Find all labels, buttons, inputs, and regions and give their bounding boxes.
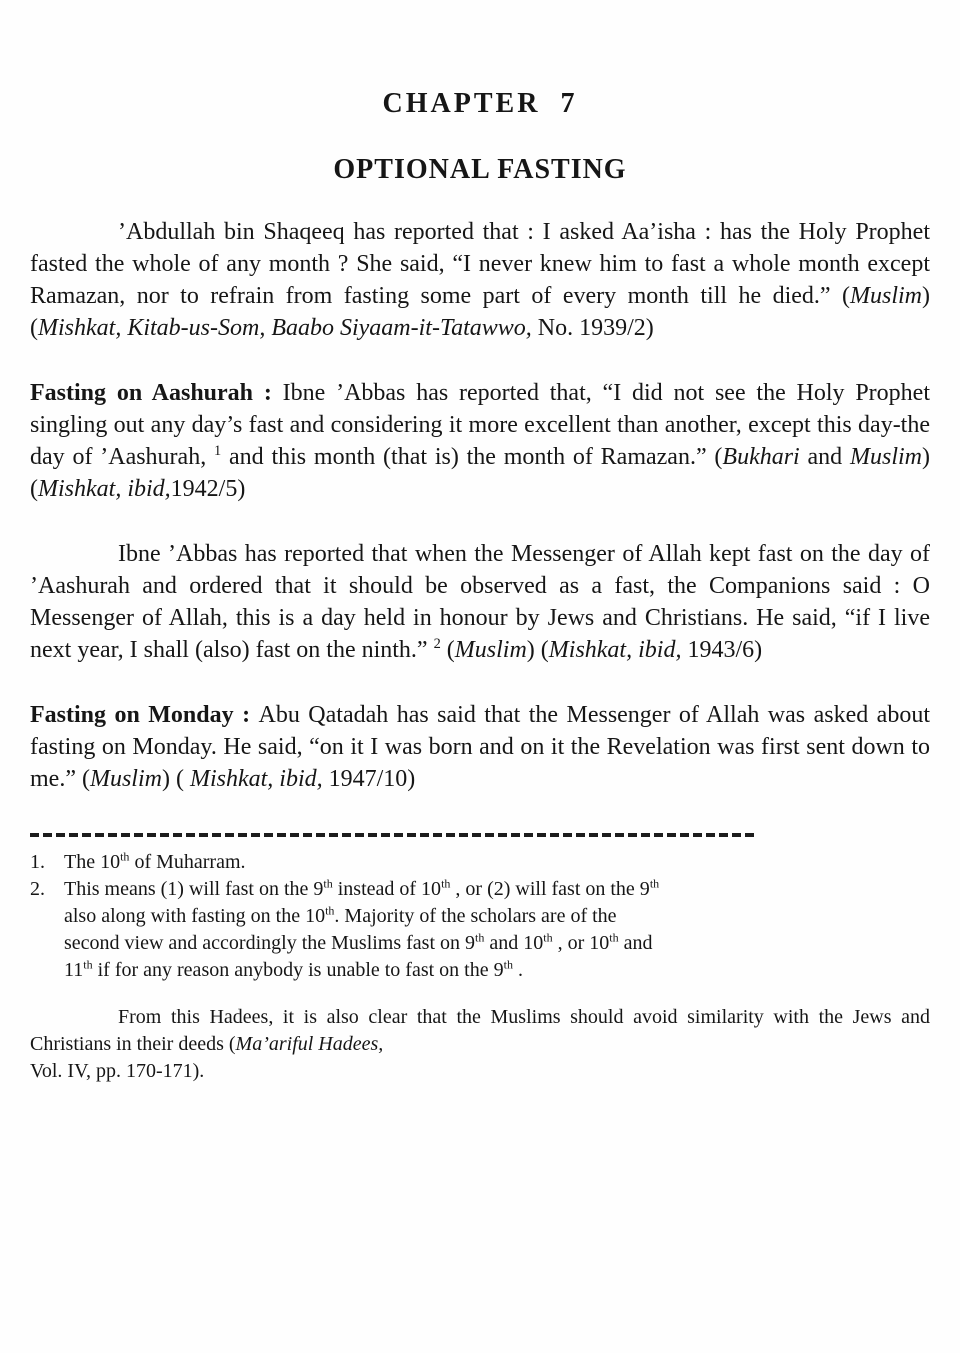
paragraph-abdullah-report: ’Abdullah bin Shaqeeq has reported that : I asked Aa’isha : has the Holy Prophet fasted the whole of any month ? She said, “I never knew him to fast a whole month except Ramazan, nor to refrain from fasting some part of every month till he died.” (Muslim) (Mishkat, Kitab-us-Som, Baabo Siyaam-it-Tatawwo, No. 1939/2) [30,219,930,341]
footnote-1 [30,849,930,876]
footnotes-section [30,849,930,984]
footnote-1-number: 1. [30,851,45,873]
footnote-2-text: This means (1) will fast on the 9th instead of 10th , or (2) will fast on the 9th also along with fasting on the 10th. Majority of the scholars are of the second view and accordingly the Muslims fast on 9th and 10th , or 10th and 11th if for any reason anybody is unable to fast on the 9th . [64,876,660,981]
paragraph-fasting-on-aashurah: Fasting on Aashurah : Ibne ’Abbas has reported that, “I did not see the Holy Prophet singling out any day’s fast and considering it more excellent than another, except this day-the day of ’Aashurah, $^1$ and this month (that is) the month of Ramazan.” (Bukhari and Muslim) (Mishkat, ibid,1942/5) [30,380,930,502]
paragraph-closing-note: From this Hadees, it is also clear that the Muslims should avoid similarity with the Jews and Christians in their deeds (Ma’ariful Hadees, Vol. IV, pp. 170-171). [30,1006,930,1082]
footnote-separator [30,833,758,837]
paragraph-ibne-abbas-report: Ibne ’Abbas has reported that when the Messenger of Allah kept fast on the day of ’Aashurah and ordered that it should be observed as a fast, the Companions said : O Messenger of Allah, this is a day held in honour by Jews and Christians. He said, “if I live next year, I shall (also) fast on the ninth.” $^2$ (Muslim) (Mishkat, ibid, 1943/6) [30,541,930,663]
page-title: OPTIONAL FASTING [333,154,627,185]
footnote-1-text: The 10th of Muharram. [64,849,246,873]
chapter-heading: CHAPTER 7 [382,88,578,119]
footnote-2-number: 2. [30,878,45,900]
paragraph-fasting-on-monday: Fasting on Monday : Abu Qatadah has said that the Messenger of Allah was asked about fasting on Monday. He said, “on it I was born and on it the Revelation was first sent down to me.” (Muslim) ( Mishkat, ibid, 1947/10) [30,702,930,792]
footnote-2 [30,876,930,984]
